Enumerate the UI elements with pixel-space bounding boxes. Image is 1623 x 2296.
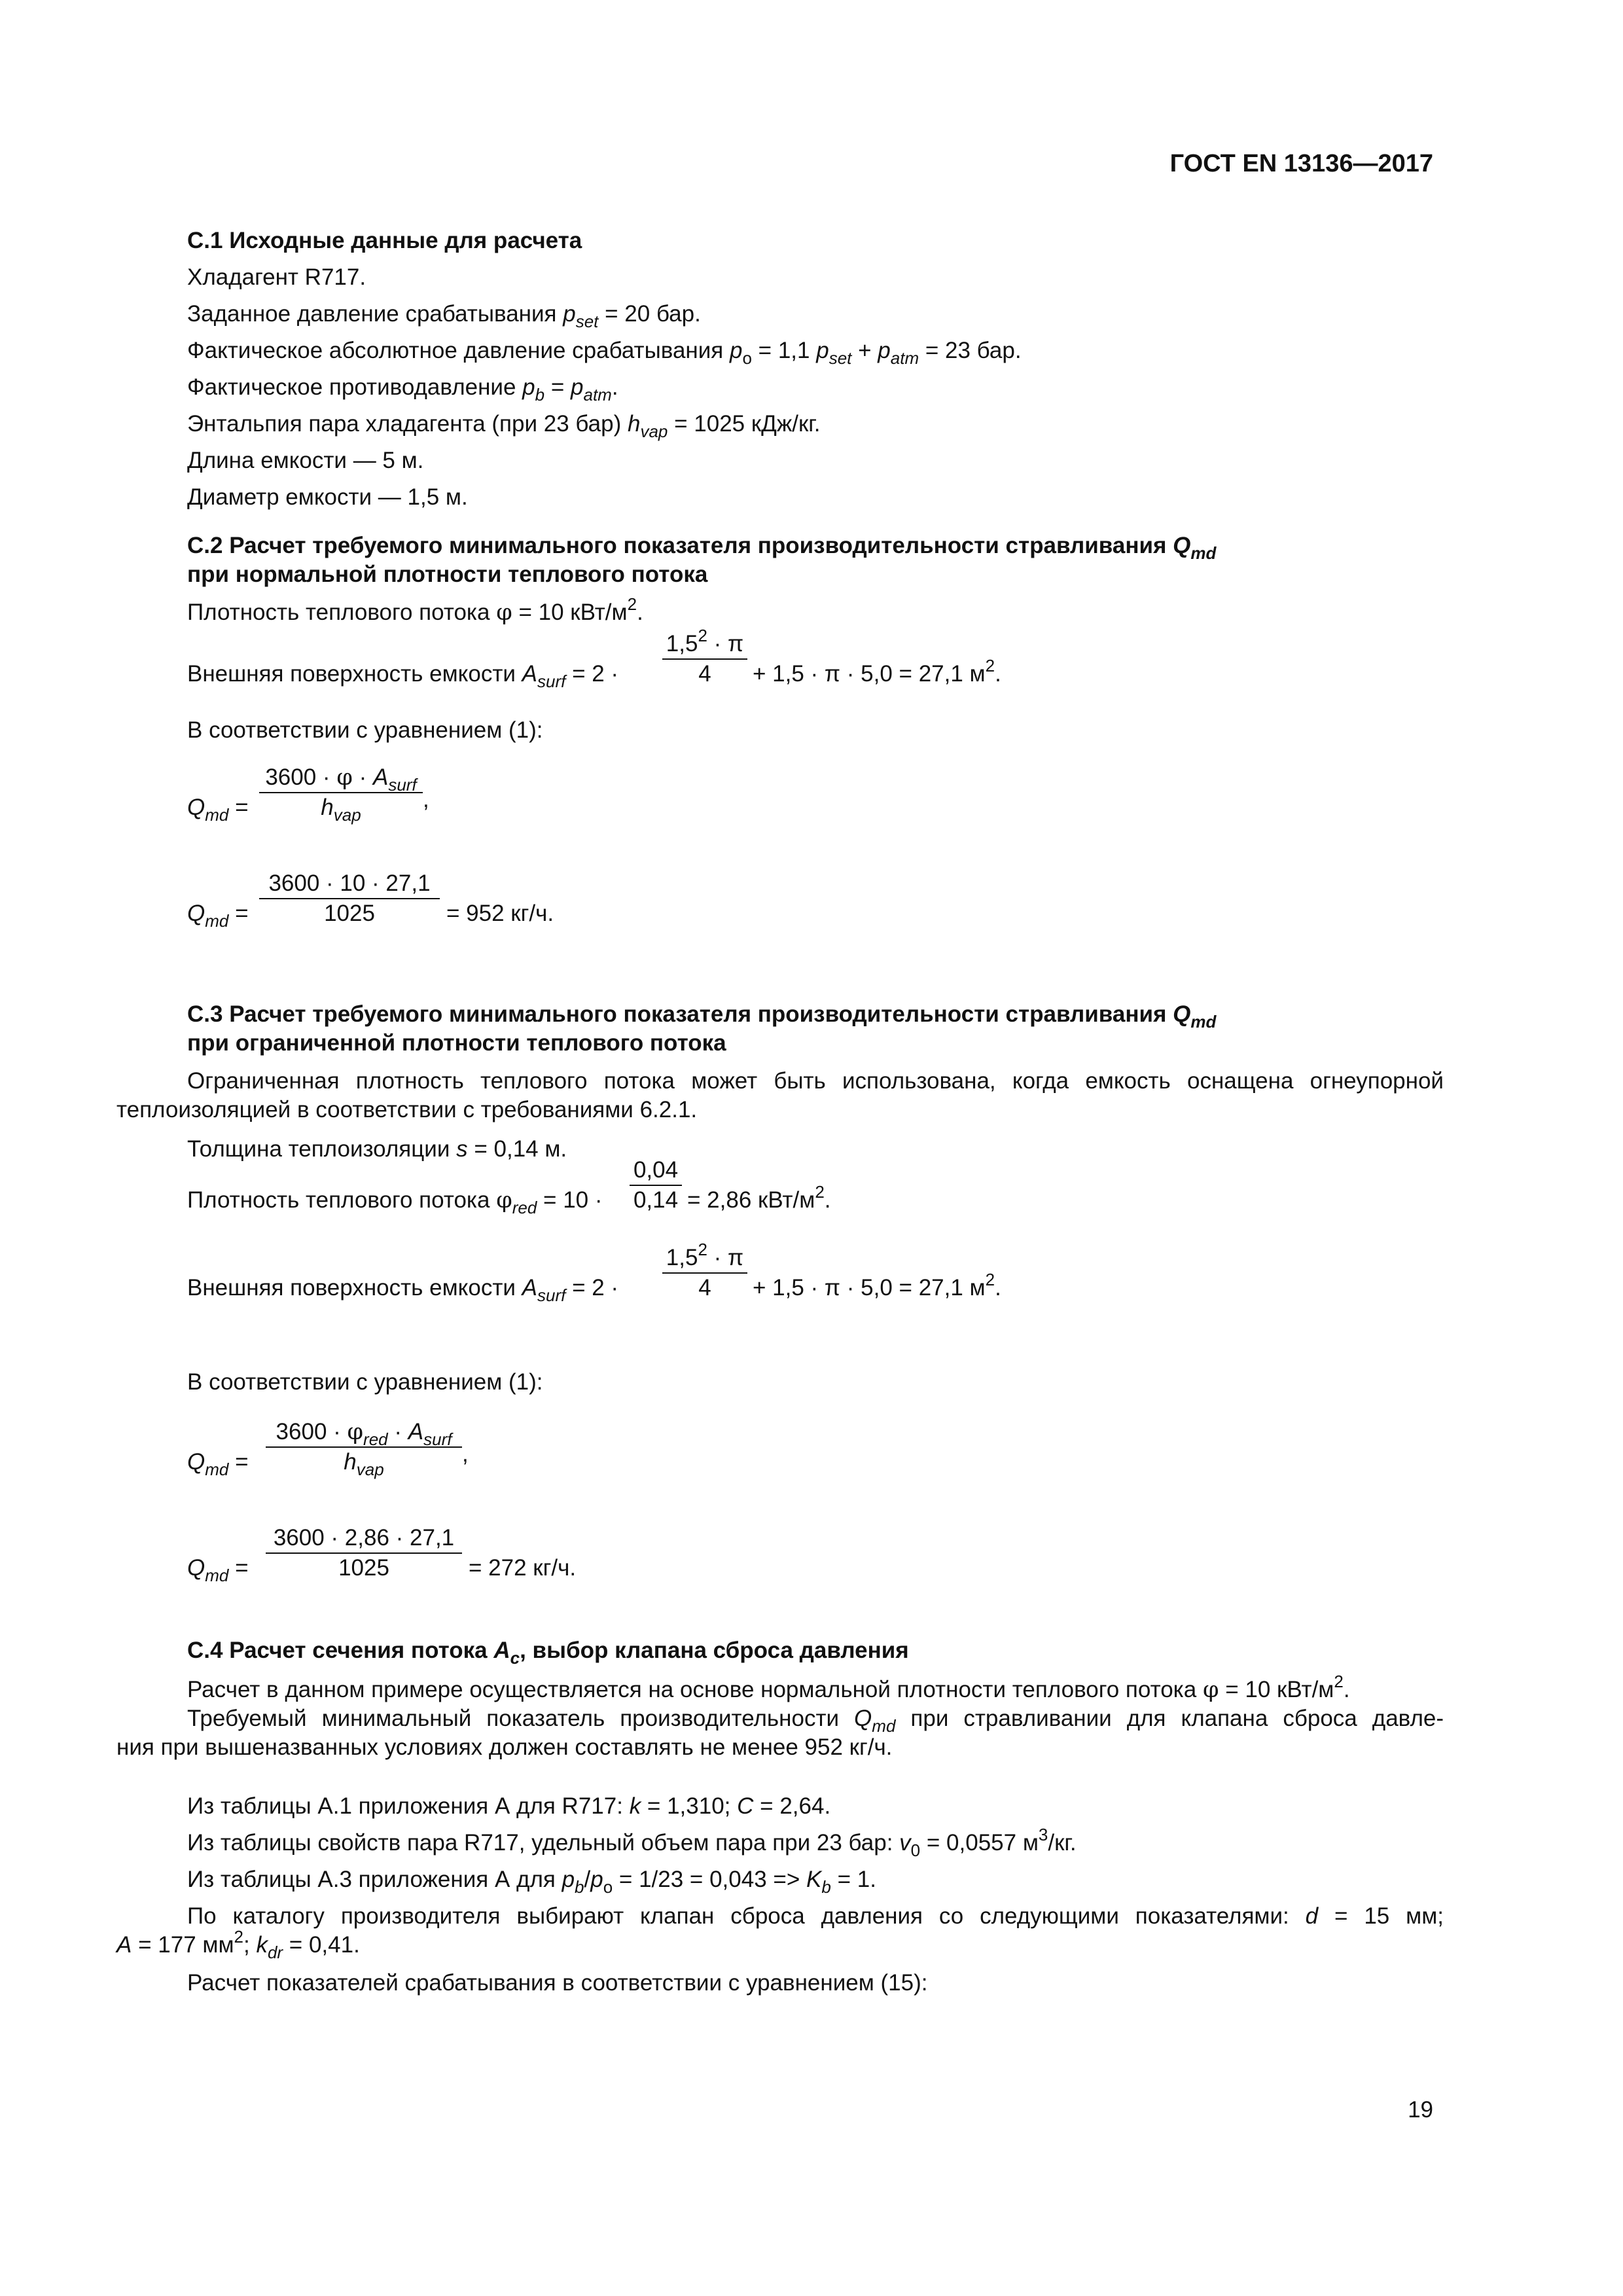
c4-line1: Расчет в данном примере осуществляется на основе нормальной плотности теплового потока φ = 10 кВт/$м^2$. (187, 1672, 1350, 1703)
c3-per-equation: В соответствии с уравнением (1): (187, 1369, 543, 1395)
c4-catalog-line2: A = 177 $мм^2$; $k_{dr} = 0,41$. (116, 1927, 360, 1962)
c3-qmd-formula-label: $Q_{md}$ = (187, 1449, 249, 1479)
c3-surface-result: + 1,5 · π · 5,0 = 27,1 $м^2$. (753, 1270, 1001, 1300)
c1-enthalpy: Энтальпия пара хладагента (при 23 бар) $h_{vap} = 1025$ кДж/кг. (187, 411, 821, 441)
c1-diameter: Диаметр емкости — 1,5 м. (187, 484, 468, 510)
section-c3-heading-line1: С.3 Расчет требуемого минимального показателя производительности стравливания $Q_{md}$ (187, 1001, 1217, 1031)
c4-line3: ния при вышеназванных условиях должен составлять не менее 952 кг/ч. (116, 1734, 893, 1760)
c2-qmd-formula-comma: , (423, 787, 429, 812)
c1-length: Длина емкости — 5 м. (187, 448, 424, 473)
c2-qmd-formula-fraction: $3600 \cdot \varphi \cdot A_{surf}$ $h_{vap}$ (259, 763, 423, 822)
c2-qmd-formula-label: $Q_{md}$ = (187, 795, 249, 825)
c4-table-a3: Из таблицы А.3 приложения А для $p_b/p_o = 1/23 = 0,043 => K_b = 1$. (187, 1867, 876, 1897)
c3-heat-flux-label: Плотность теплового потока $\varphi_{red} = 10$ · (187, 1187, 603, 1217)
c3-insulation-thickness: Толщина теплоизоляции s = 0,14 м. (187, 1136, 567, 1162)
c1-set-pressure: Заданное давление срабатывания $p_{set} = 20$ бар. (187, 301, 701, 331)
c3-surface-label: Внешняя поверхность емкости $A_{surf} = 2$ · (187, 1275, 619, 1305)
section-c2-heading-line1: С.2 Расчет требуемого минимального показателя производительности стравливания $Q_{md}$ (187, 533, 1217, 563)
c2-surface-label: Внешняя поверхность емкости $A_{surf} = 2$ · (187, 661, 619, 691)
c3-qmd-value-fraction: 3600 · 2,86 · 27,1 1025 (266, 1524, 462, 1583)
c3-qmd-value-label: $Q_{md}$ = (187, 1555, 249, 1585)
c4-calculation-intro: Расчет показателей срабатывания в соответствии с уравнением (15): (187, 1970, 928, 1996)
c2-surface-result: + 1,5 · π · 5,0 = 27,1 $м^2$. (753, 656, 1001, 687)
section-c2-heading-line2: при нормальной плотности теплового потока (187, 562, 708, 587)
c1-back-pressure: Фактическое противодавление $p_b = p_{atm}$. (187, 374, 618, 404)
c4-line2: Требуемый минимальный показатель производительности $Q_{md}$ при стравливании для клапана сброса давле- (187, 1706, 1444, 1736)
c2-qmd-value-label: $Q_{md}$ = (187, 901, 249, 931)
c3-heat-flux-result: = 2,86 кВт/$м^2$. (687, 1182, 831, 1213)
c2-heat-flux: Плотность теплового потока φ = 10 кВт/$м^2$. (187, 594, 643, 626)
c3-qmd-formula-fraction: $3600 \cdot \varphi_{red} \cdot A_{surf}$ $h_{vap}$ (266, 1418, 462, 1477)
c4-catalog-line1: По каталогу производителя выбирают клапан сброса давления со следующими показателями: d = 15 мм; (187, 1903, 1444, 1929)
c2-qmd-value-result: = 952 кг/ч. (446, 901, 554, 926)
document-standard-number: ГОСТ EN 13136—2017 (1169, 150, 1433, 177)
c3-heat-flux-fraction: 0,04 0,14 (630, 1156, 682, 1215)
c3-paragraph-line2: теплоизоляцией в соответствии с требованиями 6.2.1. (116, 1097, 698, 1122)
c1-refrigerant: Хладагент R717. (187, 264, 366, 290)
c3-qmd-value-result: = 272 кг/ч. (469, 1555, 577, 1581)
c3-qmd-formula-comma: , (462, 1441, 469, 1467)
c2-qmd-value-fraction: 3600 · 10 · 27,1 1025 (259, 869, 440, 928)
page-number: 19 (1408, 2097, 1433, 2123)
c2-per-equation: В соответствии с уравнением (1): (187, 717, 543, 743)
section-c1-heading: С.1 Исходные данные для расчета (187, 228, 582, 253)
section-c4-heading: С.4 Расчет сечения потока $A_c$, выбор клапана сброса давления (187, 1638, 909, 1668)
c3-paragraph-line1: Ограниченная плотность теплового потока может быть использована, когда емкость оснащена огнеупорной (187, 1068, 1444, 1094)
c1-actual-pressure: Фактическое абсолютное давление срабатывания $p_o = 1,1$ $p_{set} + p_{atm} = 23$ бар. (187, 338, 1022, 368)
c4-table-a1: Из таблицы А.1 приложения А для R717: k = 1,310; C = 2,64. (187, 1793, 831, 1819)
c4-vapor-volume: Из таблицы свойств пара R717, удельный объем пара при 23 бар: $v_0 = 0,0557$ $м^3/кг$. (187, 1825, 1077, 1860)
c2-surface-fraction: $1,5^2 \cdot \pi$ 4 (662, 630, 747, 689)
section-c3-heading-line2: при ограниченной плотности теплового потока (187, 1030, 726, 1056)
c3-surface-fraction: $1,5^2 \cdot \pi$ 4 (662, 1244, 747, 1302)
